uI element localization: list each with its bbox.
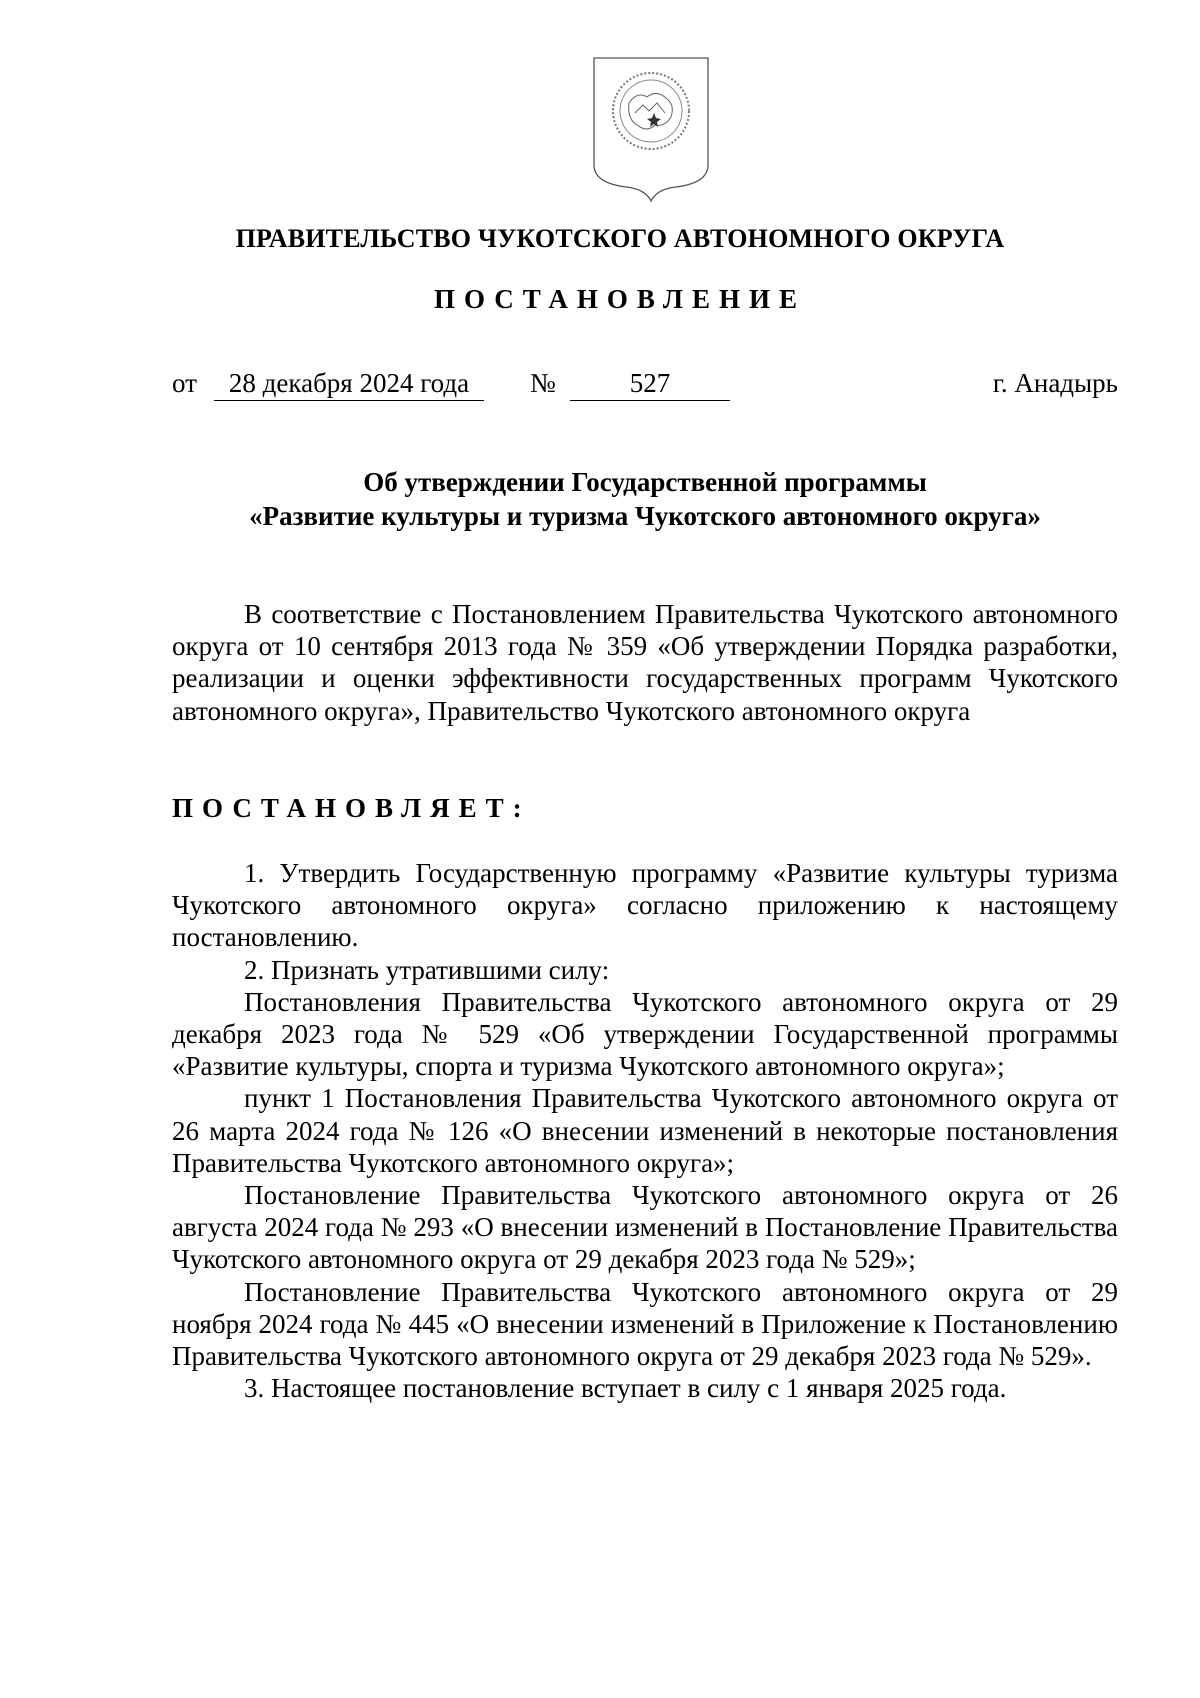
organization-title: ПРАВИТЕЛЬСТВО ЧУКОТСКОГО АВТОНОМНОГО ОКРУГА [235, 224, 1005, 253]
document-meta-line [172, 365, 1118, 405]
point-paragraph: 1. Утвердить Государственную программу «Развитие культуры туризма Чукотского автономного округа» согласно приложению к настоящему постановлению. [172, 858, 1118, 953]
preamble-paragraph: В соответствие с Постановлением Правительства Чукотского автономного округа от 10 сентября 2013 года № 359 «Об утверждении Порядка разработки, реализации и оценки эффективности государственных программ Чукотского автономного округа», Правительство Чукотского автономного округа [172, 599, 1118, 726]
point-paragraph: пункт 1 Постановления Правительства Чукотского автономного округа от 26 марта 2024 года № 126 «О внесении изменений в некоторые постановления Правительства Чукотского автономного округа»; [172, 1083, 1118, 1178]
point-paragraph: Постановление Правительства Чукотского автономного округа от 26 августа 2024 года № 293 «О внесении изменений в Постановление Правительства Чукотского автономного округа от 29 декабря 2023 года № 529»; [172, 1180, 1118, 1275]
document-number: 527 [570, 365, 730, 401]
number-prefix: № [530, 368, 556, 398]
coat-of-arms-emblem [591, 55, 711, 205]
shield-icon [591, 55, 711, 205]
document-subject [172, 465, 1118, 533]
subject-line-2: «Развитие культуры и туризма Чукотского автономного округа» [249, 501, 1041, 531]
document-type-title: ПОСТАНОВЛЕНИЕ [433, 284, 807, 314]
date-prefix: от [172, 368, 197, 398]
document-city: г. Анадырь [992, 368, 1118, 398]
preamble-section [172, 598, 1118, 727]
subject-line-1: Об утверждении Государственной программы [363, 467, 927, 497]
resolution-points [172, 857, 1118, 1404]
resolves-heading: ПОСТАНОВЛЯЕТ: [172, 793, 531, 823]
point-paragraph: Постановления Правительства Чукотского автономного округа от 29 декабря 2023 года № 529 «Об утверждении Государственной программы «Развитие культуры, спорта и туризма Чукотского автономного округа»; [172, 986, 1118, 1082]
point-paragraph: 2. Признать утратившими силу: [244, 954, 610, 985]
document-date: 28 декабря 2024 года [214, 365, 484, 401]
point-paragraph: Постановление Правительства Чукотского автономного округа от 29 ноября 2024 года № 445 «О внесении изменений в Приложение к Постановлению Правительства Чукотского автономного округа от 29 декабря 2023 года № 529». [172, 1276, 1118, 1372]
point-paragraph: 3. Настоящее постановление вступает в силу с 1 января 2025 года. [244, 1373, 1007, 1404]
